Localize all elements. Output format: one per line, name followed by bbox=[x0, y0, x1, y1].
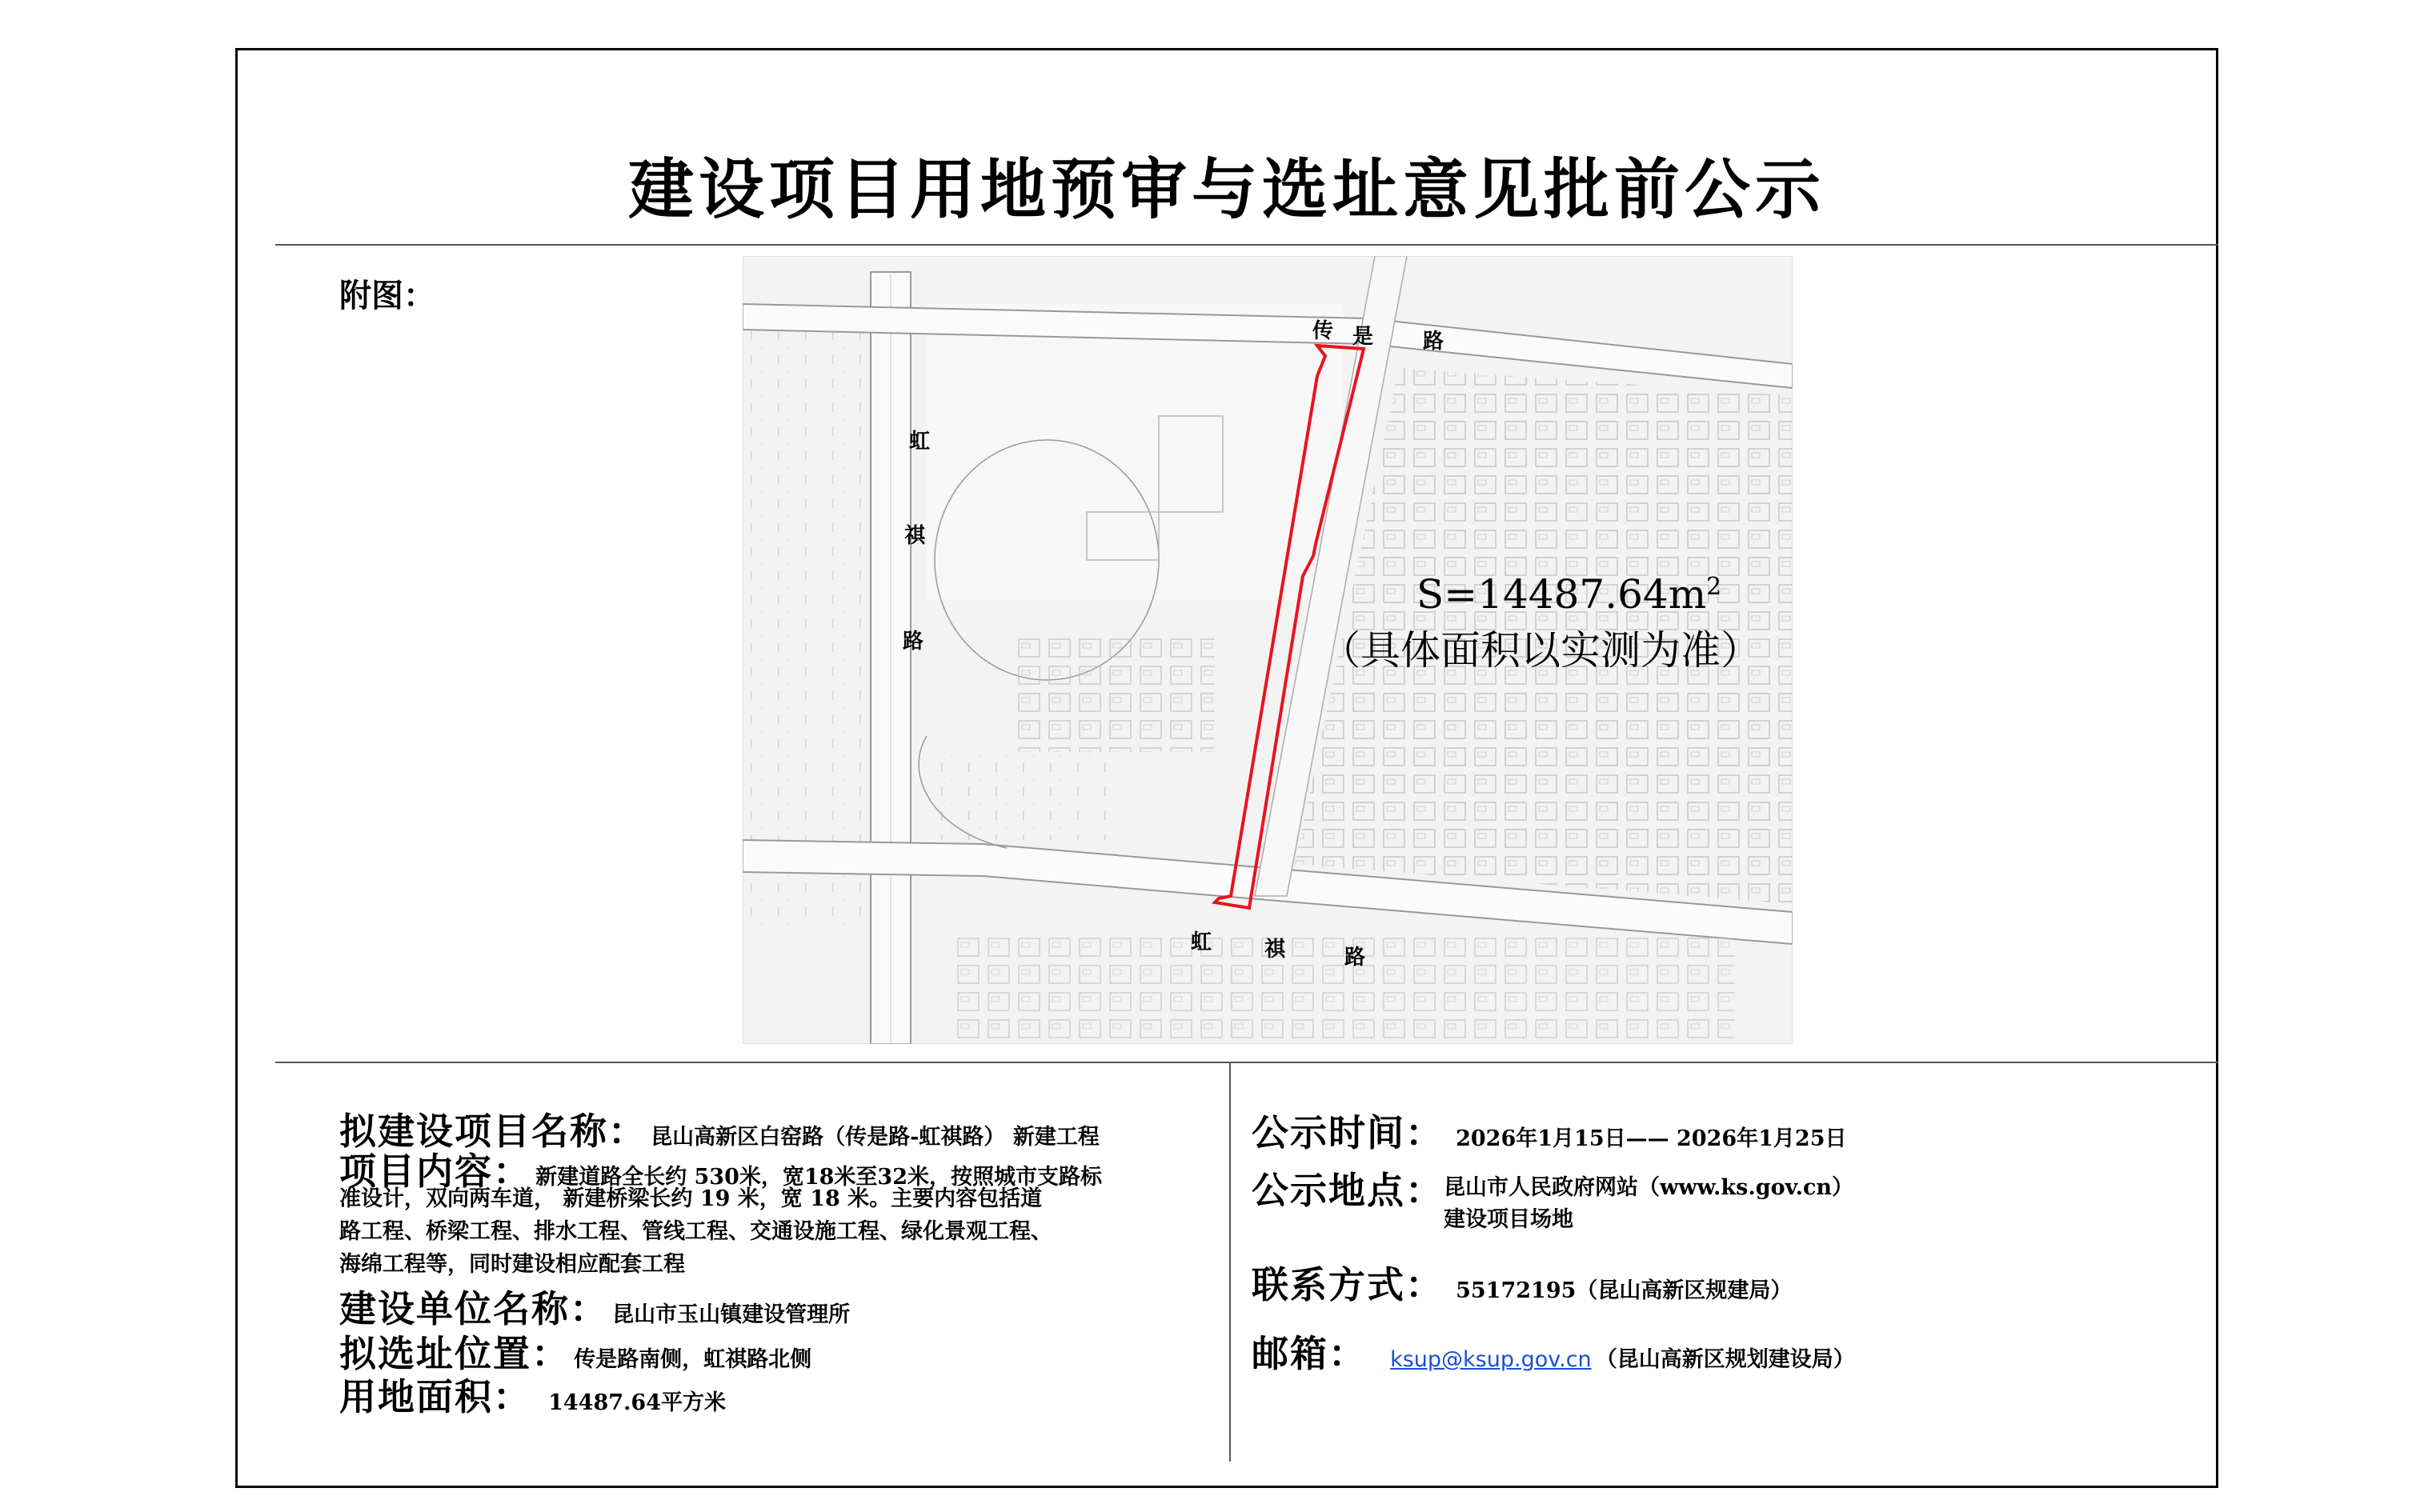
notice-title: 建设项目用地预审与选址意见批前公示 bbox=[627, 152, 1825, 228]
publicity-place-label: 公示地点： bbox=[1252, 1169, 1444, 1212]
north-road-char-3: 路 bbox=[1423, 330, 1444, 354]
publicity-time-value: 2026年1月15日—— 2026年1月25日 bbox=[1456, 1126, 1847, 1151]
figure-label: 附图： bbox=[339, 278, 435, 314]
email-label: 邮箱： bbox=[1252, 1332, 1367, 1375]
project-content-body bbox=[339, 1182, 1216, 1281]
email-link[interactable]: ksup@ksup.gov.cn bbox=[1390, 1347, 1592, 1372]
email-note: （昆山高新区规划建设局） bbox=[1595, 1347, 1855, 1372]
south-road-char-1: 虹 bbox=[1191, 930, 1212, 954]
west-road-char-3: 路 bbox=[903, 630, 924, 654]
project-content-line-4: 海绵工程等，同时建设相应配套工程 bbox=[339, 1252, 685, 1277]
construction-unit-value: 昆山市玉山镇建设管理所 bbox=[612, 1302, 851, 1327]
contact-label: 联系方式： bbox=[1252, 1263, 1444, 1306]
publicity-place-value-1: 昆山市人民政府网站（www.ks.gov.cn） bbox=[1444, 1175, 1854, 1200]
project-content-line-2: 准设计，双向两车道， 新建桥梁长约 19 米，宽 18 米。主要内容包括道 bbox=[339, 1186, 1043, 1211]
project-content-line-1: 新建道路全长约 530米，宽18米至32米，按照城市支路标 bbox=[535, 1165, 1102, 1190]
project-name-label: 拟建设项目名称： bbox=[339, 1110, 647, 1153]
map-divider bbox=[275, 1062, 2218, 1063]
site-location-label: 拟选址位置： bbox=[339, 1332, 570, 1375]
title-divider bbox=[275, 244, 2218, 246]
publicity-place-value-2: 建设项目场地 bbox=[1444, 1207, 1573, 1232]
south-road-char-2: 祺 bbox=[1264, 938, 1286, 962]
site-area-value: $S=14487.64m^2$ bbox=[1416, 571, 1722, 618]
west-road-char-2: 祺 bbox=[904, 524, 926, 548]
project-content-label: 项目内容： bbox=[339, 1150, 531, 1193]
site-area-note: （具体面积以实测为准） bbox=[1320, 627, 1761, 674]
publicity-time-label: 公示时间： bbox=[1252, 1111, 1444, 1154]
land-area-label: 用地面积： bbox=[339, 1375, 531, 1418]
south-road-char-3: 路 bbox=[1344, 946, 1366, 970]
site-map bbox=[743, 256, 1793, 1044]
project-content-line-3: 路工程、桥梁工程、排水工程、管线工程、交通设施工程、绿化景观工程、 bbox=[339, 1219, 1052, 1244]
north-road-char-1: 传 bbox=[1312, 319, 1334, 343]
west-road-char-1: 虹 bbox=[909, 430, 931, 454]
info-column-divider bbox=[1229, 1062, 1231, 1462]
site-location-value: 传是路南侧，虹祺路北侧 bbox=[574, 1347, 812, 1372]
land-area-value: 14487.64平方米 bbox=[548, 1390, 726, 1415]
project-name-value: 昆山高新区白窑路（传是路-虹祺路） 新建工程 bbox=[651, 1125, 1100, 1150]
construction-unit-label: 建设单位名称： bbox=[339, 1287, 608, 1330]
north-road-char-2: 是 bbox=[1352, 325, 1374, 349]
contact-value: 55172195（昆山高新区规建局） bbox=[1456, 1278, 1793, 1303]
